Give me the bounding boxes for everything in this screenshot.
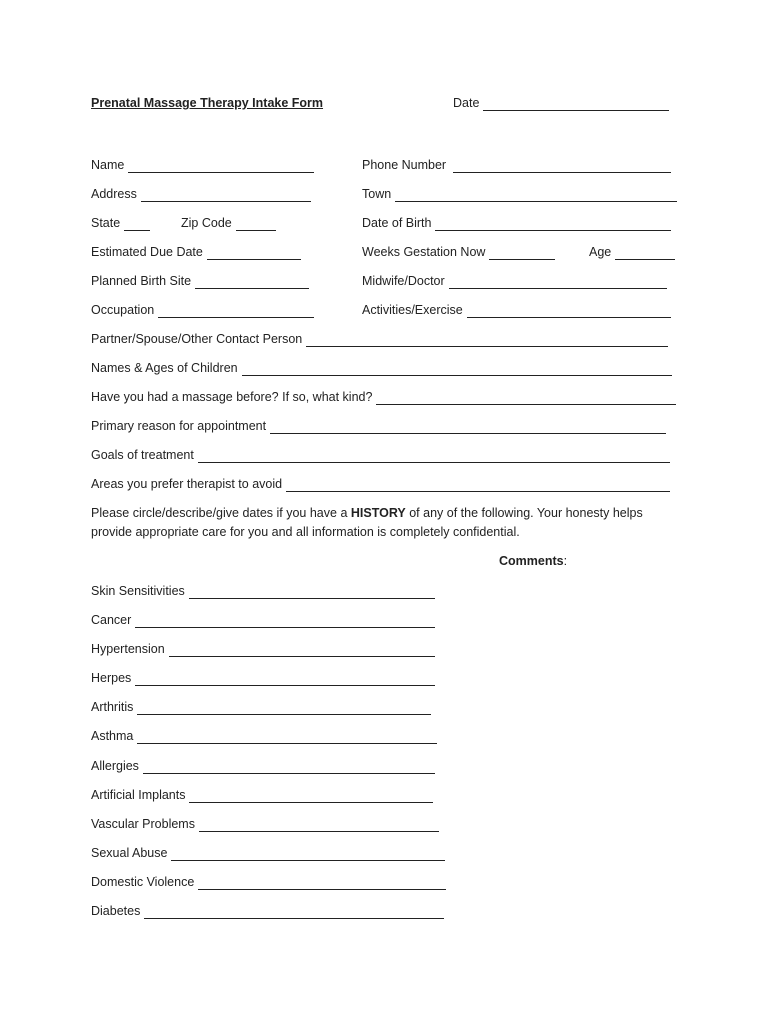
- condition-label: Asthma: [91, 729, 134, 743]
- history-instructions-line1: [91, 505, 643, 521]
- condition-label: Artificial Implants: [91, 788, 186, 802]
- weeks-gestation-field[interactable]: [489, 248, 555, 260]
- instr-part2: of any of the following. Your honesty helps: [409, 506, 643, 520]
- dob-field[interactable]: [435, 219, 671, 231]
- phone-row: [362, 157, 671, 173]
- partner-field[interactable]: [306, 335, 668, 347]
- age-field[interactable]: [615, 248, 675, 260]
- midwife-row: [362, 273, 667, 289]
- phone-field[interactable]: [453, 161, 671, 173]
- condition-field-implants[interactable]: [189, 791, 433, 803]
- areas-avoid-row: [91, 476, 670, 492]
- condition-row: [91, 845, 445, 861]
- zip-label: Zip Code: [181, 216, 232, 230]
- birth-site-row: [91, 273, 309, 289]
- address-field[interactable]: [141, 190, 311, 202]
- goals-field[interactable]: [198, 451, 670, 463]
- primary-reason-row: [91, 418, 666, 434]
- comments-colon: :: [563, 554, 568, 568]
- dob-label: Date of Birth: [362, 216, 432, 230]
- condition-field-skin[interactable]: [189, 587, 435, 599]
- instr-history-bold: HISTORY: [350, 506, 406, 520]
- primary-reason-field[interactable]: [270, 422, 666, 434]
- condition-field-allergies[interactable]: [143, 762, 435, 774]
- instr-part1: Please circle/describe/give dates if you have a: [91, 506, 348, 520]
- comments-label: Comments: [499, 554, 564, 568]
- address-row: [91, 186, 311, 202]
- name-field[interactable]: [128, 161, 314, 173]
- due-date-label: Estimated Due Date: [91, 245, 203, 259]
- activities-label: Activities/Exercise: [362, 303, 463, 317]
- town-label: Town: [362, 187, 392, 201]
- state-label: State: [91, 216, 121, 230]
- partner-row: [91, 331, 668, 347]
- occupation-label: Occupation: [91, 303, 155, 317]
- state-row: [91, 215, 150, 231]
- activities-field[interactable]: [467, 306, 671, 318]
- condition-field-sexual-abuse[interactable]: [171, 849, 445, 861]
- goals-label: Goals of treatment: [91, 448, 194, 462]
- town-row: [362, 186, 677, 202]
- condition-row: [91, 787, 433, 803]
- age-row: [589, 244, 675, 260]
- address-label: Address: [91, 187, 137, 201]
- zip-row: [181, 215, 276, 231]
- condition-label: Skin Sensitivities: [91, 584, 185, 598]
- condition-label: Hypertension: [91, 642, 165, 656]
- condition-row: [91, 612, 435, 628]
- condition-row: [91, 874, 446, 890]
- massage-before-label: Have you had a massage before? If so, what kind?: [91, 390, 373, 404]
- areas-avoid-field[interactable]: [286, 480, 670, 492]
- children-row: [91, 360, 672, 376]
- activities-row: [362, 302, 671, 318]
- condition-row: [91, 728, 437, 744]
- condition-field-vascular[interactable]: [199, 820, 439, 832]
- due-date-field[interactable]: [207, 248, 301, 260]
- condition-label: Diabetes: [91, 904, 141, 918]
- massage-before-field[interactable]: [376, 393, 676, 405]
- condition-label: Vascular Problems: [91, 817, 195, 831]
- birth-site-field[interactable]: [195, 277, 309, 289]
- state-field[interactable]: [124, 219, 150, 231]
- birth-site-label: Planned Birth Site: [91, 274, 192, 288]
- weeks-gestation-row: [362, 244, 555, 260]
- comments-heading: [499, 553, 567, 569]
- condition-field-herpes[interactable]: [135, 674, 435, 686]
- condition-field-arthritis[interactable]: [137, 703, 431, 715]
- zip-field[interactable]: [236, 219, 276, 231]
- phone-label: Phone Number: [362, 158, 447, 172]
- condition-row: [91, 583, 435, 599]
- children-field[interactable]: [242, 364, 672, 376]
- name-label: Name: [91, 158, 125, 172]
- age-label: Age: [589, 245, 612, 259]
- weeks-gestation-label: Weeks Gestation Now: [362, 245, 486, 259]
- history-instructions-line2: provide appropriate care for you and all information is completely confidential.: [91, 525, 520, 539]
- condition-label: Herpes: [91, 671, 132, 685]
- town-field[interactable]: [395, 190, 677, 202]
- condition-label: Sexual Abuse: [91, 846, 168, 860]
- date-label: Date: [453, 96, 480, 110]
- condition-row: [91, 641, 435, 657]
- midwife-label: Midwife/Doctor: [362, 274, 445, 288]
- name-row: [91, 157, 314, 173]
- condition-row: [91, 816, 439, 832]
- dob-row: [362, 215, 671, 231]
- condition-field-cancer[interactable]: [135, 616, 435, 628]
- goals-row: [91, 447, 670, 463]
- massage-before-row: [91, 389, 676, 405]
- due-date-row: [91, 244, 301, 260]
- condition-field-asthma[interactable]: [137, 732, 437, 744]
- condition-row: [91, 670, 435, 686]
- children-label: Names & Ages of Children: [91, 361, 238, 375]
- condition-row: [91, 699, 431, 715]
- primary-reason-label: Primary reason for appointment: [91, 419, 267, 433]
- condition-row: [91, 903, 444, 919]
- condition-label: Allergies: [91, 759, 139, 773]
- midwife-field[interactable]: [449, 277, 667, 289]
- occupation-field[interactable]: [158, 306, 314, 318]
- condition-field-hypertension[interactable]: [169, 645, 435, 657]
- condition-label: Arthritis: [91, 700, 134, 714]
- condition-field-domestic-violence[interactable]: [198, 878, 446, 890]
- date-field[interactable]: [483, 99, 669, 111]
- condition-label: Domestic Violence: [91, 875, 195, 889]
- occupation-row: [91, 302, 314, 318]
- partner-label: Partner/Spouse/Other Contact Person: [91, 332, 303, 346]
- condition-row: [91, 758, 435, 774]
- areas-avoid-label: Areas you prefer therapist to avoid: [91, 477, 283, 491]
- date-row: [453, 95, 669, 111]
- condition-label: Cancer: [91, 613, 132, 627]
- form-title: Prenatal Massage Therapy Intake Form: [91, 96, 324, 110]
- condition-field-diabetes[interactable]: [144, 907, 444, 919]
